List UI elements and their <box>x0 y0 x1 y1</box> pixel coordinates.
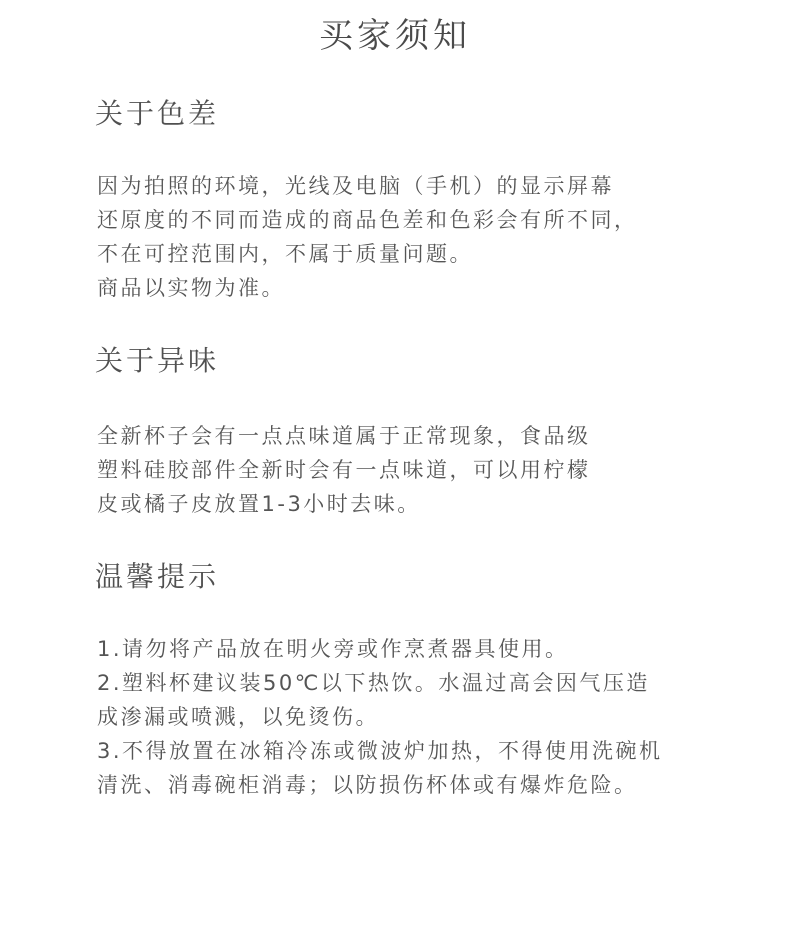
text-line: 皮或橘子皮放置1-3小时去味。 <box>97 492 421 516</box>
section-heading-tips: 温馨提示 <box>95 560 220 593</box>
tip-line: 成渗漏或喷溅，以免烫伤。 <box>97 705 379 729</box>
text-line: 还原度的不同而造成的商品色差和色彩会有所不同， <box>97 208 638 232</box>
tip-line: 1.请勿将产品放在明火旁或作烹煮器具使用。 <box>97 637 569 661</box>
tip-line: 2.塑料杯建议装50℃以下热饮。水温过高会因气压造 <box>97 671 650 695</box>
section-heading-color-difference: 关于色差 <box>95 97 220 130</box>
section-body-odor <box>97 419 591 521</box>
page-title: 买家须知 <box>319 16 471 56</box>
section-heading-odor: 关于异味 <box>95 344 220 377</box>
text-line: 因为拍照的环境，光线及电脑（手机）的显示屏幕 <box>97 174 614 198</box>
tip-line: 3.不得放置在冰箱冷冻或微波炉加热，不得使用洗碗机 <box>97 739 663 763</box>
text-line: 商品以实物为准。 <box>97 276 285 300</box>
section-body-tips <box>97 632 663 802</box>
text-line: 全新杯子会有一点点味道属于正常现象，食品级 <box>97 424 591 448</box>
text-line: 不在可控范围内，不属于质量问题。 <box>97 242 473 266</box>
text-line: 塑料硅胶部件全新时会有一点味道，可以用柠檬 <box>97 458 591 482</box>
tip-line: 清洗、消毒碗柜消毒；以防损伤杯体或有爆炸危险。 <box>97 773 638 797</box>
section-body-color-difference <box>97 169 638 305</box>
